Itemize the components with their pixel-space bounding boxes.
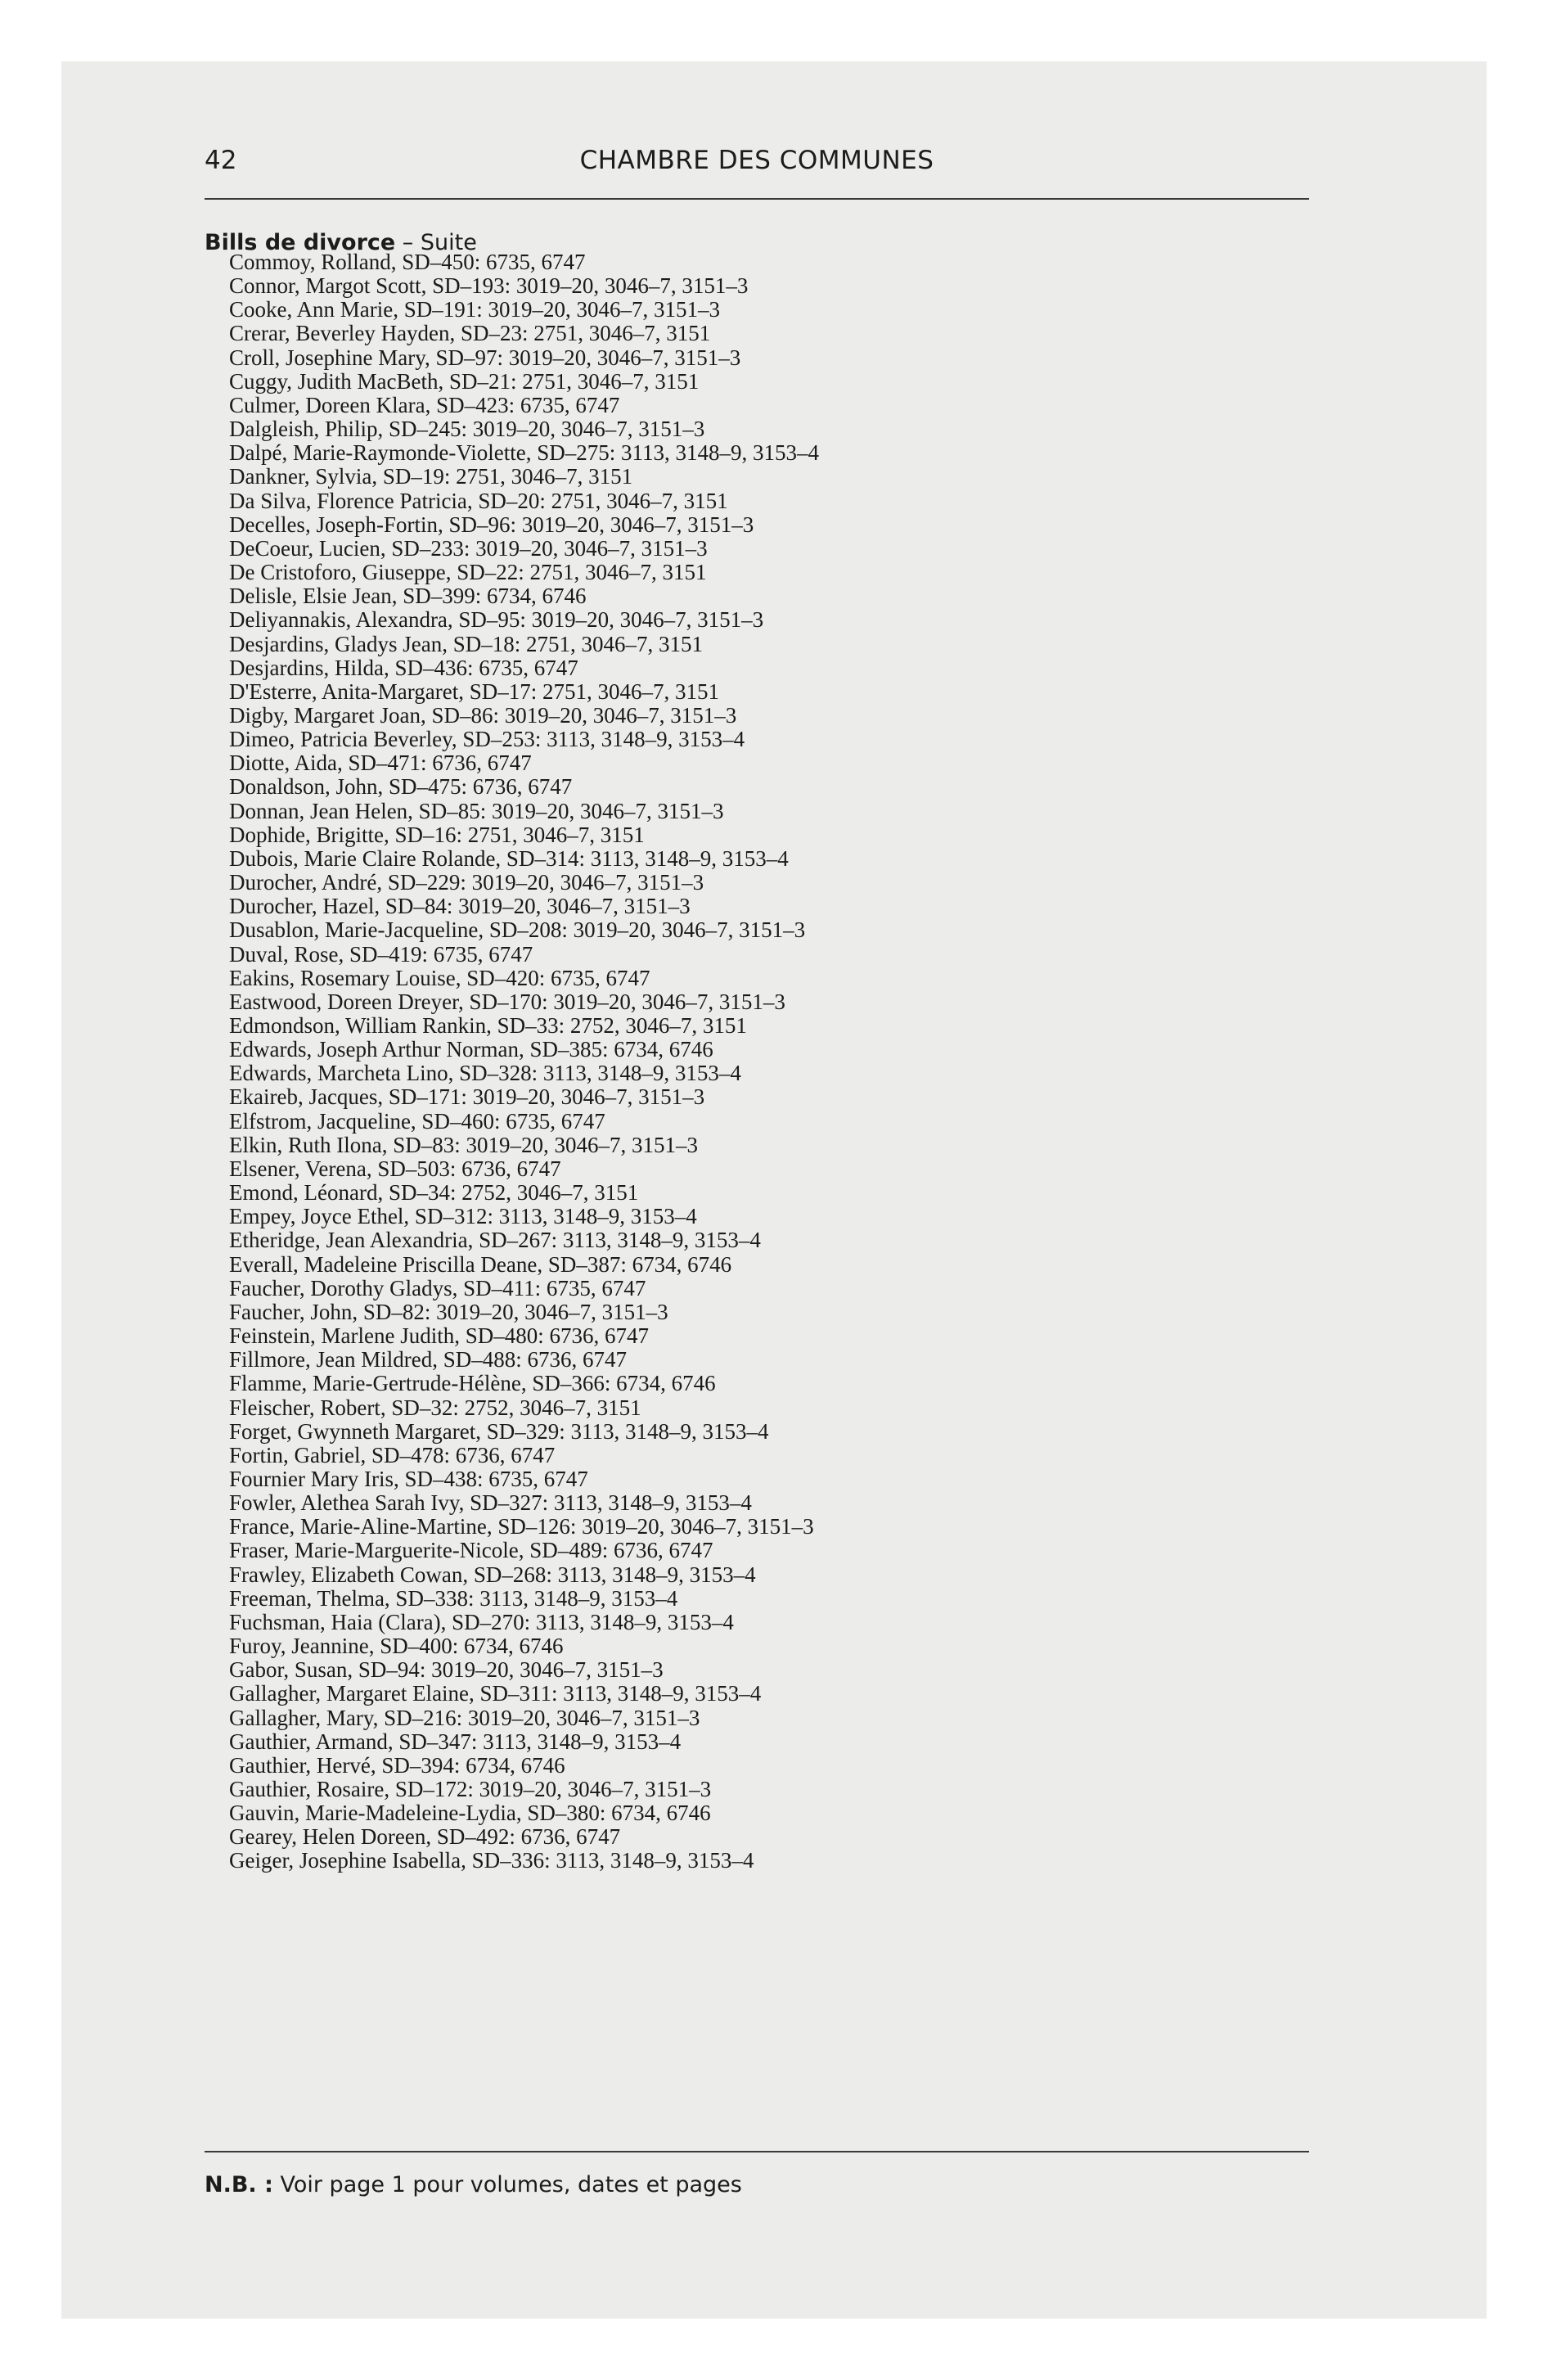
list-item: Elkin, Ruth Ilona, SD–83: 3019–20, 3046–7, 3151–3 xyxy=(229,1132,698,1157)
list-item: Cooke, Ann Marie, SD–191: 3019–20, 3046–7, 3151–3 xyxy=(229,297,720,322)
section-heading-title: Bills de divorce xyxy=(205,230,396,255)
list-item: Fortin, Gabriel, SD–478: 6736, 6747 xyxy=(229,1442,556,1467)
entry-list xyxy=(229,250,1293,1873)
list-item: Dubois, Marie Claire Rolande, SD–314: 3113, 3148–9, 3153–4 xyxy=(229,845,789,871)
list-item: Dusablon, Marie-Jacqueline, SD–208: 3019–20, 3046–7, 3151–3 xyxy=(229,917,806,943)
list-item: Gauvin, Marie-Madeleine-Lydia, SD–380: 6734, 6746 xyxy=(229,1801,711,1826)
list-item: Dalpé, Marie-Raymonde-Violette, SD–275: 3113, 3148–9, 3153–4 xyxy=(229,440,820,466)
list-item: Frawley, Elizabeth Cowan, SD–268: 3113, 3148–9, 3153–4 xyxy=(229,1562,756,1587)
list-item: Gauthier, Rosaire, SD–172: 3019–20, 3046–7, 3151–3 xyxy=(229,1777,712,1801)
list-item: Gallagher, Margaret Elaine, SD–311: 3113, 3148–9, 3153–4 xyxy=(229,1681,762,1706)
list-item: Elfstrom, Jacqueline, SD–460: 6735, 6747 xyxy=(229,1108,605,1134)
list-item: Forget, Gwynneth Margaret, SD–329: 3113, 3148–9, 3153–4 xyxy=(229,1418,769,1444)
list-item: Edwards, Marcheta Lino, SD–328: 3113, 3148–9, 3153–4 xyxy=(229,1061,741,1086)
list-item: Dophide, Brigitte, SD–16: 2751, 3046–7, 3151 xyxy=(229,822,645,847)
list-item: Faucher, Dorothy Gladys, SD–411: 6735, 6747 xyxy=(229,1275,646,1300)
list-item: Emond, Léonard, SD–34: 2752, 3046–7, 3151 xyxy=(229,1180,639,1206)
list-item: Decelles, Joseph-Fortin, SD–96: 3019–20, 3046–7, 3151–3 xyxy=(229,512,754,537)
list-item: Commoy, Rolland, SD–450: 6735, 6747 xyxy=(229,250,586,274)
running-title: CHAMBRE DES COMMUNES xyxy=(579,146,934,175)
list-item: D'Esterre, Anita-Margaret, SD–17: 2751, 3046–7, 3151 xyxy=(229,678,720,704)
list-item: Da Silva, Florence Patricia, SD–20: 2751, 3046–7, 3151 xyxy=(229,488,728,513)
footer-note-label: N.B. : xyxy=(205,2172,273,2197)
list-item: France, Marie-Aline-Martine, SD–126: 3019–20, 3046–7, 3151–3 xyxy=(229,1514,814,1539)
footer-note-text: Voir page 1 pour volumes, dates et pages xyxy=(272,2172,742,2197)
list-item: De Cristoforo, Giuseppe, SD–22: 2751, 3046–7, 3151 xyxy=(229,560,707,585)
list-item: Desjardins, Gladys Jean, SD–18: 2751, 3046–7, 3151 xyxy=(229,631,703,656)
list-item: Etheridge, Jean Alexandria, SD–267: 3113, 3148–9, 3153–4 xyxy=(229,1228,761,1253)
list-item: Crerar, Beverley Hayden, SD–23: 2751, 3046–7, 3151 xyxy=(229,321,711,346)
list-item: Gauthier, Hervé, SD–394: 6734, 6746 xyxy=(229,1752,565,1778)
list-item: Fournier Mary Iris, SD–438: 6735, 6747 xyxy=(229,1466,588,1491)
list-item: Freeman, Thelma, SD–338: 3113, 3148–9, 3153–4 xyxy=(229,1585,678,1611)
list-item: Faucher, John, SD–82: 3019–20, 3046–7, 3151–3 xyxy=(229,1299,668,1324)
list-item: Eastwood, Doreen Dreyer, SD–170: 3019–20, 3046–7, 3151–3 xyxy=(229,989,785,1014)
list-item: Croll, Josephine Mary, SD–97: 3019–20, 3046–7, 3151–3 xyxy=(229,345,741,370)
list-item: Deliyannakis, Alexandra, SD–95: 3019–20, 3046–7, 3151–3 xyxy=(229,607,764,633)
list-item: Ekaireb, Jacques, SD–171: 3019–20, 3046–7, 3151–3 xyxy=(229,1084,705,1110)
section-heading-suffix: – Suite xyxy=(395,230,477,255)
list-item: Eakins, Rosemary Louise, SD–420: 6735, 6747 xyxy=(229,965,650,990)
footer-note xyxy=(205,2172,742,2197)
list-item: Dimeo, Patricia Beverley, SD–253: 3113, 3148–9, 3153–4 xyxy=(229,727,745,752)
list-item: Edwards, Joseph Arthur Norman, SD–385: 6734, 6746 xyxy=(229,1037,713,1062)
list-item: Diotte, Aida, SD–471: 6736, 6747 xyxy=(229,751,532,776)
list-item: Everall, Madeleine Priscilla Deane, SD–387: 6734, 6746 xyxy=(229,1251,732,1277)
footer-divider xyxy=(205,2151,1309,2152)
list-item: Dalgleish, Philip, SD–245: 3019–20, 3046–7, 3151–3 xyxy=(229,417,705,442)
page-header xyxy=(205,146,1309,178)
list-item: Edmondson, William Rankin, SD–33: 2752, 3046–7, 3151 xyxy=(229,1013,747,1038)
list-item: Feinstein, Marlene Judith, SD–480: 6736, 6747 xyxy=(229,1323,649,1349)
list-item: Fraser, Marie-Marguerite-Nicole, SD–489: 6736, 6747 xyxy=(229,1538,713,1563)
list-item: DeCoeur, Lucien, SD–233: 3019–20, 3046–7, 3151–3 xyxy=(229,535,708,561)
list-item: Digby, Margaret Joan, SD–86: 3019–20, 3046–7, 3151–3 xyxy=(229,702,737,728)
list-item: Flamme, Marie-Gertrude-Hélène, SD–366: 6734, 6746 xyxy=(229,1371,716,1396)
list-item: Durocher, André, SD–229: 3019–20, 3046–7, 3151–3 xyxy=(229,870,704,895)
list-item: Durocher, Hazel, SD–84: 3019–20, 3046–7, 3151–3 xyxy=(229,894,691,919)
list-item: Fowler, Alethea Sarah Ivy, SD–327: 3113, 3148–9, 3153–4 xyxy=(229,1490,752,1516)
list-item: Furoy, Jeannine, SD–400: 6734, 6746 xyxy=(229,1634,564,1659)
list-item: Fillmore, Jean Mildred, SD–488: 6736, 6747 xyxy=(229,1347,627,1373)
list-item: Gabor, Susan, SD–94: 3019–20, 3046–7, 3151–3 xyxy=(229,1657,664,1683)
list-item: Duval, Rose, SD–419: 6735, 6747 xyxy=(229,941,533,967)
list-item: Gallagher, Mary, SD–216: 3019–20, 3046–7, 3151–3 xyxy=(229,1705,700,1730)
list-item: Connor, Margot Scott, SD–193: 3019–20, 3046–7, 3151–3 xyxy=(229,273,749,299)
list-item: Culmer, Doreen Klara, SD–423: 6735, 6747 xyxy=(229,392,620,417)
list-item: Elsener, Verena, SD–503: 6736, 6747 xyxy=(229,1156,561,1181)
list-item: Cuggy, Judith MacBeth, SD–21: 2751, 3046–7, 3151 xyxy=(229,368,700,394)
list-item: Gauthier, Armand, SD–347: 3113, 3148–9, 3153–4 xyxy=(229,1729,682,1754)
header-divider xyxy=(205,198,1309,200)
list-item: Geiger, Josephine Isabella, SD–336: 3113, 3148–9, 3153–4 xyxy=(229,1848,754,1873)
list-item: Empey, Joyce Ethel, SD–312: 3113, 3148–9, 3153–4 xyxy=(229,1204,697,1229)
list-item: Gearey, Helen Doreen, SD–492: 6736, 6747 xyxy=(229,1824,621,1850)
list-item: Dankner, Sylvia, SD–19: 2751, 3046–7, 3151 xyxy=(229,464,633,489)
list-item: Donaldson, John, SD–475: 6736, 6747 xyxy=(229,774,573,800)
list-item: Fuchsman, Haia (Clara), SD–270: 3113, 3148–9, 3153–4 xyxy=(229,1609,734,1634)
list-item: Donnan, Jean Helen, SD–85: 3019–20, 3046–7, 3151–3 xyxy=(229,798,724,823)
list-item: Desjardins, Hilda, SD–436: 6735, 6747 xyxy=(229,655,578,680)
page-number: 42 xyxy=(205,146,237,175)
list-item: Delisle, Elsie Jean, SD–399: 6734, 6746 xyxy=(229,584,587,609)
list-item: Fleischer, Robert, SD–32: 2752, 3046–7, 3151 xyxy=(229,1395,641,1420)
